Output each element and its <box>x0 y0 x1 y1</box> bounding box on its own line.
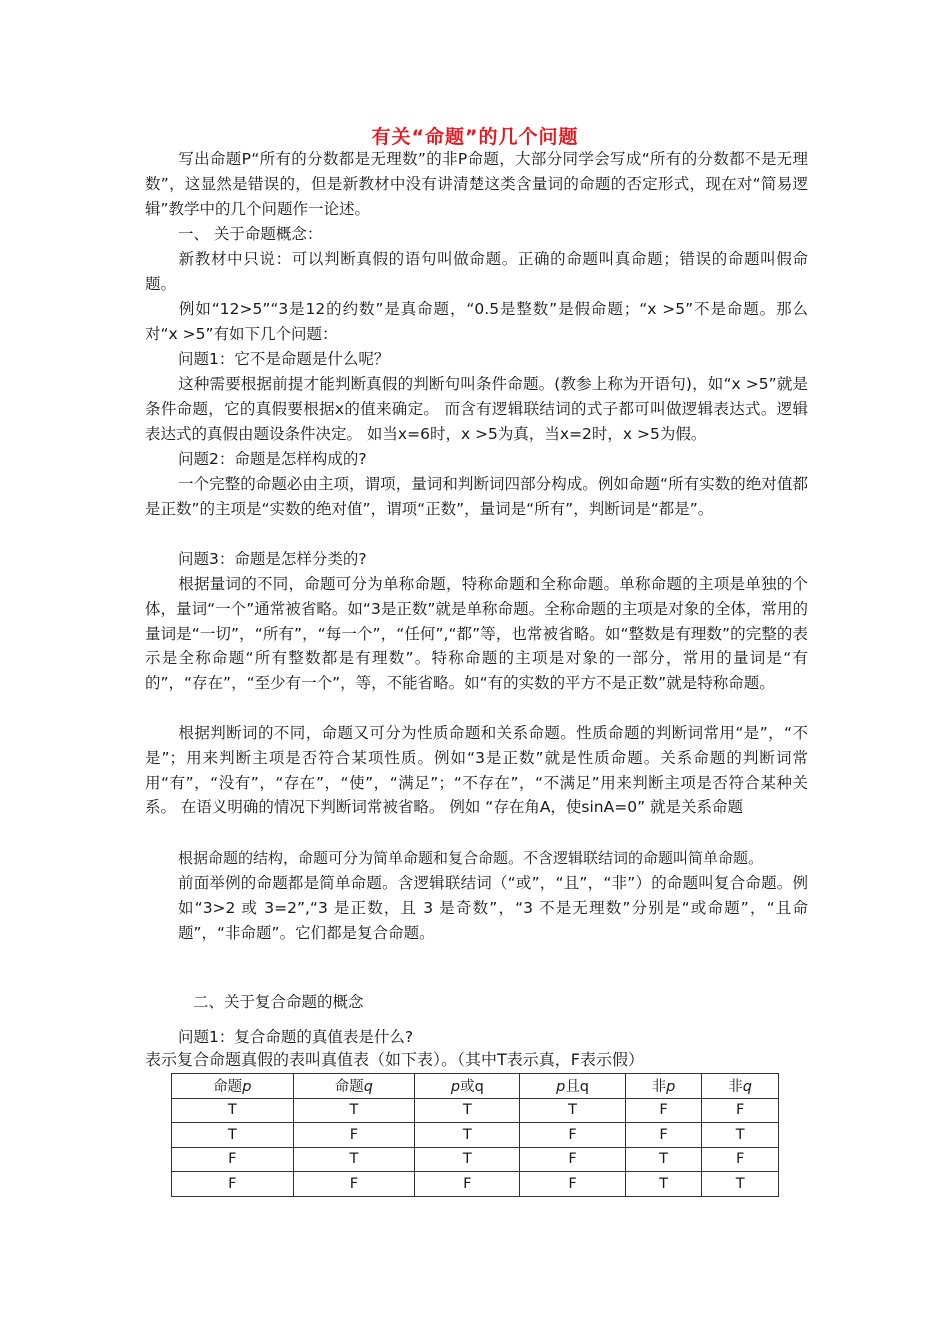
truth-table <box>171 1073 779 1197</box>
table-cell: F <box>520 1172 625 1197</box>
table-row <box>172 1172 779 1197</box>
table-cell: F <box>520 1123 625 1148</box>
compound-proposition-paragraph: 前面举例的命题都是简单命题。含逻辑联结词（“或”，“且”，“非”）的命题叫复合命题。例如“3>2 或 3=2”,“3 是正数，且 3 是奇数”，“3 不是无理数”分别是“或命题”，“且命题”，“非命题”。它们都是复合命题。 <box>178 874 808 942</box>
example-text: 例如“12>5”“3是12的约数”是真命题，“0.5是整数”是假命题；“x >5”不是命题。那么对“x >5”有如下几个问题： <box>145 300 808 343</box>
structure-paragraph <box>145 472 808 522</box>
table-cell: F <box>702 1098 779 1123</box>
intro-paragraph <box>145 147 808 221</box>
table-cell: F <box>172 1147 294 1172</box>
judgment-classification-text: 根据判断词的不同，命题又可分为性质命题和关系命题。性质命题的判断词常用“是”，“不是”；用来判断主项是否符合某项性质。例如“3是正数”就是性质命题。关系命题的判断词常用“有”，“没有”，“存在”，“使”，“满足”；“不存在”，“不满足”用来判断主项是否符合某种关系。 在语义明确的情况下判断词常被省略。 例如 “存在角A，使sinA=0” 就是关系命题 <box>145 724 808 817</box>
table-cell: F <box>625 1123 702 1148</box>
header-cell: 非p <box>625 1074 702 1099</box>
table-cell: T <box>520 1098 625 1123</box>
section-heading-2: 二、关于复合命题的概念 <box>193 993 364 1011</box>
judgment-classification-paragraph <box>145 721 808 820</box>
header-cell: p或q <box>415 1074 520 1099</box>
table-row <box>172 1098 779 1123</box>
header-cell: 命题q <box>293 1074 415 1099</box>
question-1-heading: 问题1：它不是命题是什么呢？ <box>178 350 390 368</box>
table-cell: F <box>520 1147 625 1172</box>
header-cell: 非q <box>702 1074 779 1099</box>
table-cell: T <box>293 1098 415 1123</box>
table-cell: F <box>702 1147 779 1172</box>
table-cell: T <box>625 1147 702 1172</box>
table-cell: F <box>293 1172 415 1197</box>
table-cell: T <box>172 1123 294 1148</box>
table-cell: T <box>172 1098 294 1123</box>
truth-table-caption: 表示复合命题真假的表叫真值表（如下表）。（其中T表示真，F表示假） <box>145 1050 644 1069</box>
table-cell: T <box>702 1123 779 1148</box>
header-cell: 命题p <box>172 1074 294 1099</box>
conditional-proposition-text: 这种需要根据前提才能判断真假的判断句叫条件命题。(教参上称为开语句)，如“x >5”就是条件命题，它的真假要根据x的值来确定。 而含有逻辑联结词的式子都可叫做逻辑表达式。逻辑表达式的真假由题设条件决定。 如当x=6时，x >5为真，当x=2时，x >5为假。 <box>145 375 808 443</box>
table-cell: F <box>625 1098 702 1123</box>
table-row <box>172 1123 779 1148</box>
table-cell: F <box>293 1123 415 1148</box>
table-row <box>172 1147 779 1172</box>
table-cell: T <box>415 1098 520 1123</box>
section-heading-1: 一、 关于命题概念： <box>178 225 323 243</box>
intro-text: 写出命题P“所有的分数都是无理数”的非P命题，大部分同学会写成“所有的分数都不是无理数”，这显然是错误的，但是新教材中没有讲清楚这类含量词的命题的否定形式，现在对“简易逻辑”教学中的几个问题作一论述。 <box>145 150 808 218</box>
structure-text: 一个完整的命题必由主项，谓项，量词和判断词四部分构成。例如命题“所有实数的绝对值都是正数”的主项是“实数的绝对值”，谓项“正数”，量词是“所有”，判断词是“都是”。 <box>145 475 808 518</box>
table-cell: T <box>293 1147 415 1172</box>
document-title: 有关“命题”的几个问题 <box>371 126 579 148</box>
question-4-heading: 问题1：复合命题的真值表是什么? <box>178 1028 414 1046</box>
quantifier-classification-text: 根据量词的不同，命题可分为单称命题，特称命题和全称命题。单称命题的主项是单独的个体，量词“一个”通常被省略。如“3是正数”就是单称命题。全称命题的主项是对象的全体，常用的量词是“一切”，“所有”，“每一个”，“任何”,“都”等，也常被省略。如“整数是有理数”的完整的表示是全称命题“所有整数都是有理数”。特称命题的主项是对象的一部分，常用的量词是“有的”，“存在”，“至少有一个”，等，不能省略。如“有的实数的平方不是正数”就是特称命题。 <box>145 575 808 693</box>
quantifier-classification-paragraph <box>145 572 808 696</box>
table-cell: T <box>702 1172 779 1197</box>
definition-text: 新教材中只说：可以判断真假的语句叫做命题。正确的命题叫真命题；错误的命题叫假命题。 <box>145 250 808 293</box>
table-cell: T <box>415 1123 520 1148</box>
question-3-heading: 问题3：命题是怎样分类的? <box>178 550 367 568</box>
table-cell: T <box>625 1172 702 1197</box>
truth-table-header-row <box>172 1074 779 1099</box>
example-paragraph <box>145 297 808 347</box>
question-2-heading: 问题2：命题是怎样构成的? <box>178 450 367 468</box>
table-cell: T <box>415 1147 520 1172</box>
table-cell: F <box>415 1172 520 1197</box>
definition-paragraph <box>145 247 808 297</box>
header-cell: p且q <box>520 1074 625 1099</box>
table-cell: F <box>172 1172 294 1197</box>
conditional-proposition-paragraph <box>145 372 808 446</box>
structure-classification-line: 根据命题的结构，命题可分为简单命题和复合命题。不含逻辑联结词的命题叫简单命题。 <box>178 849 764 867</box>
